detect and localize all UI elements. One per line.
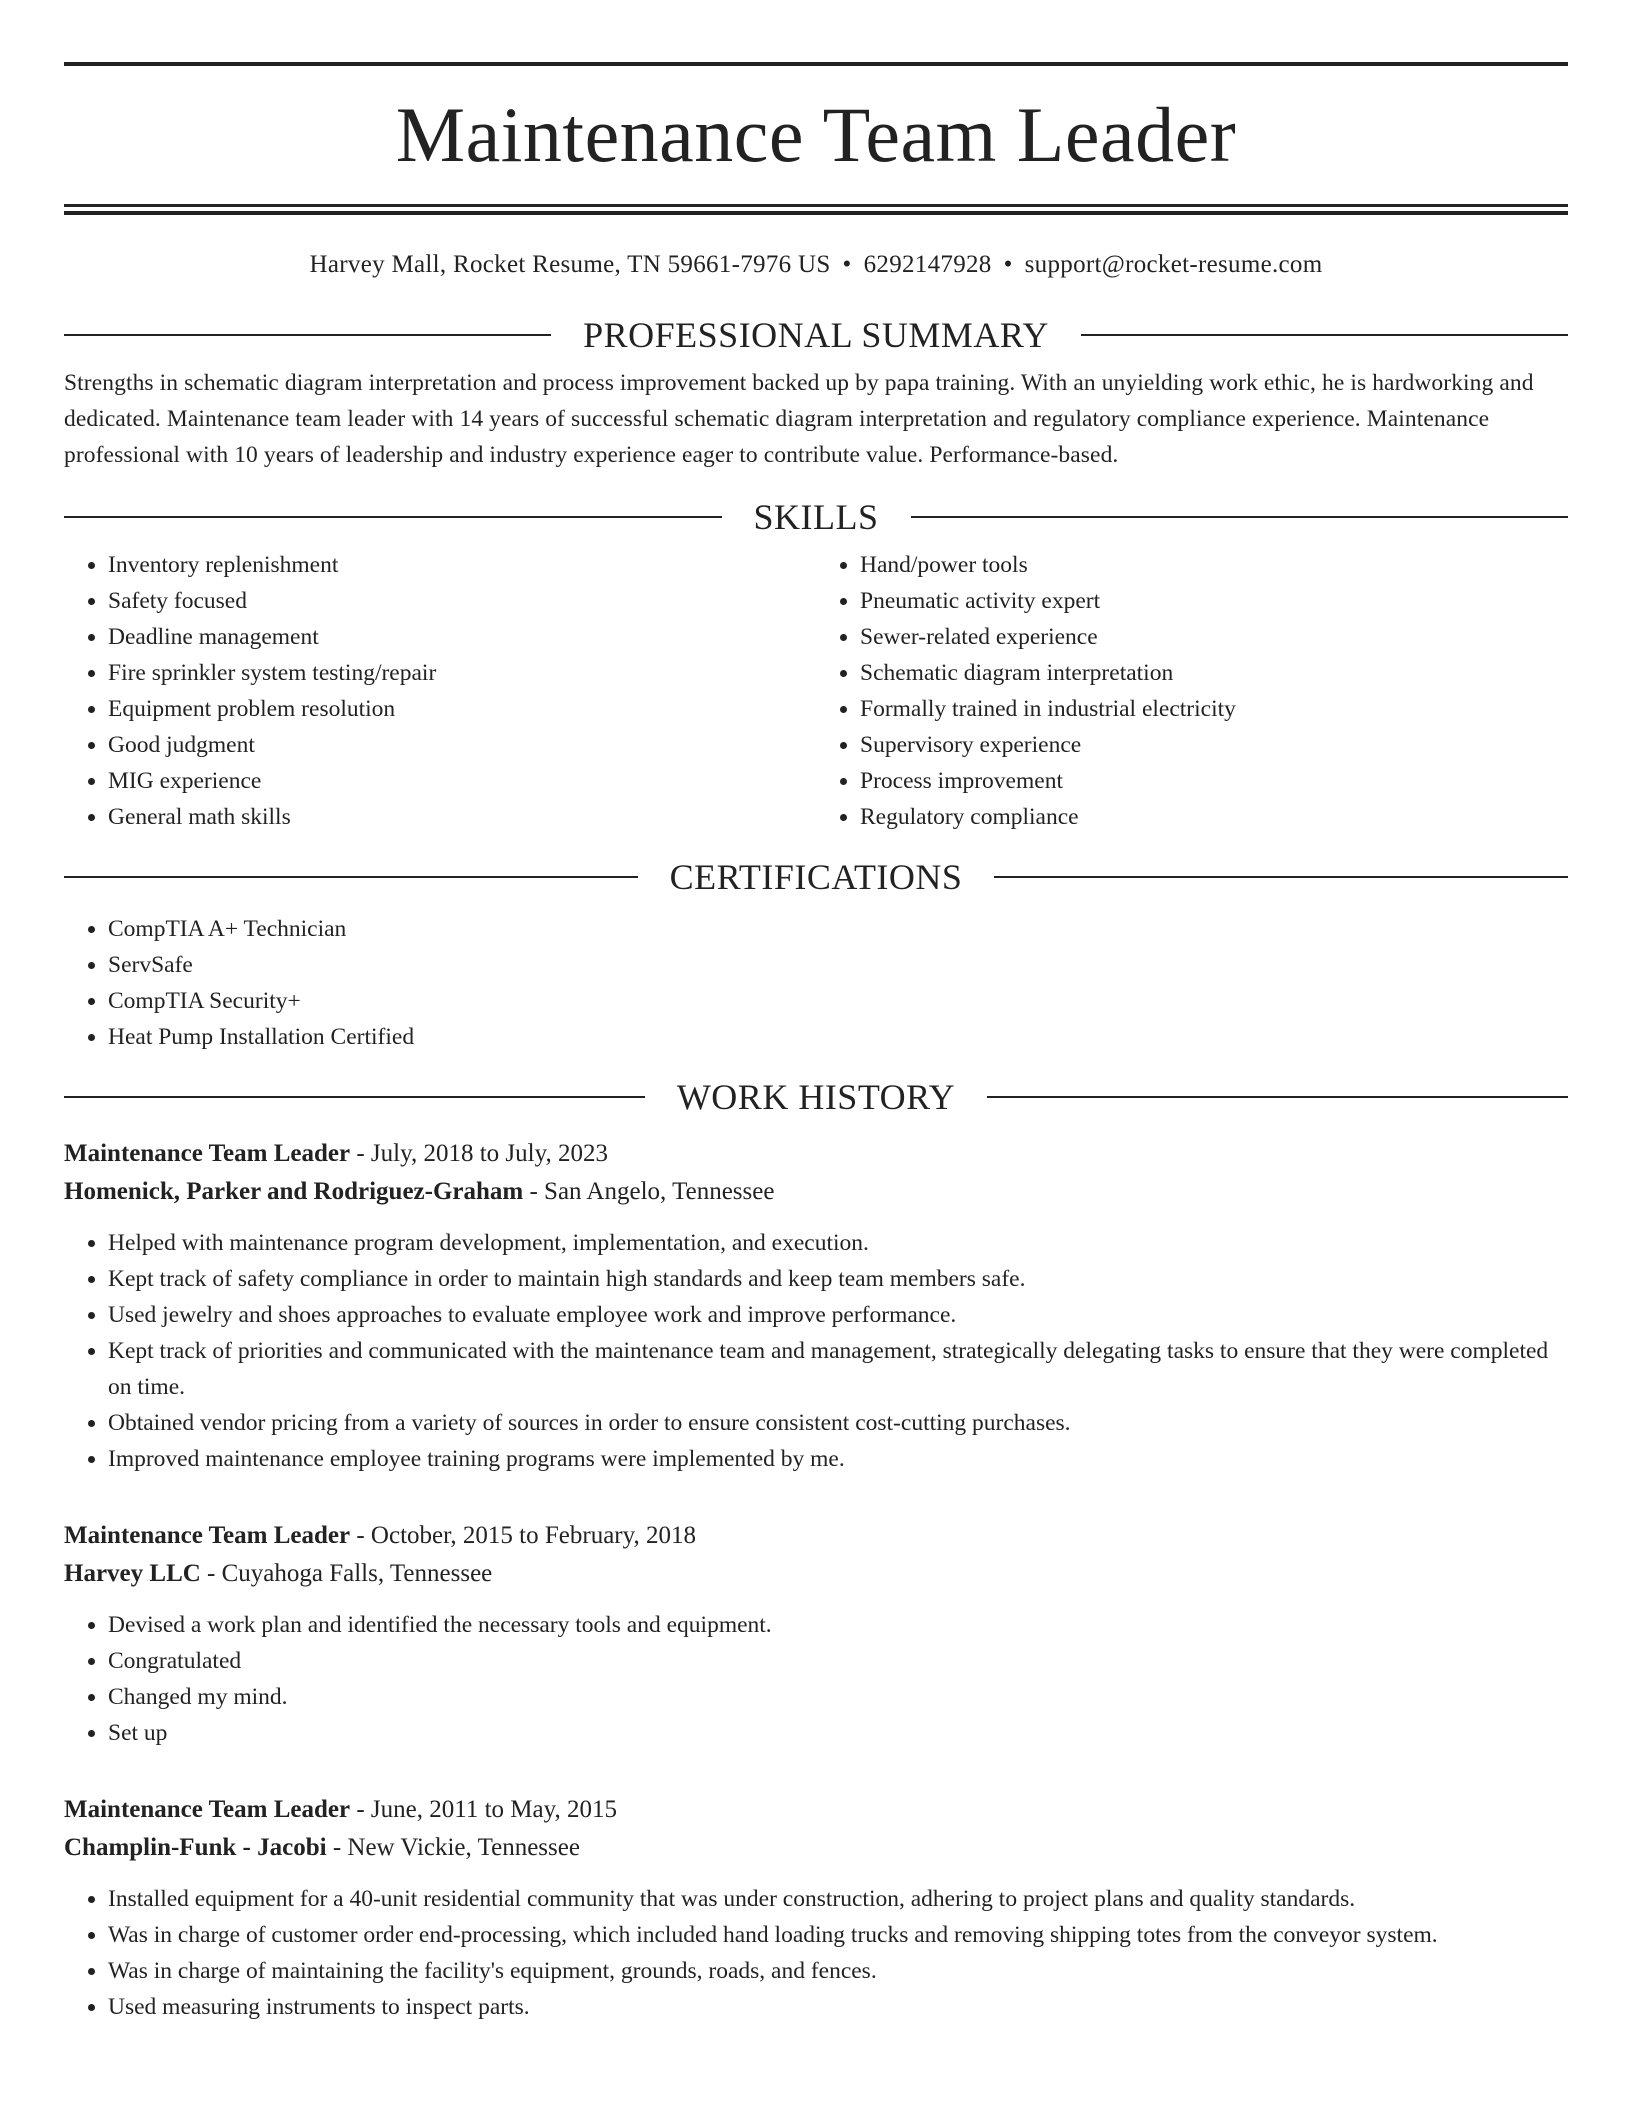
- skill-item: • Inventory replenishment: [108, 547, 816, 583]
- section-heading-summary: [64, 315, 1568, 355]
- heading-rule: [1081, 334, 1568, 336]
- skill-item: • Supervisory experience: [860, 727, 1568, 763]
- job-title: Maintenance Team Leader: [64, 1521, 351, 1549]
- section-title: PROFESSIONAL SUMMARY: [583, 315, 1049, 355]
- section-title: SKILLS: [753, 496, 879, 537]
- job-bullet: • Obtained vendor pricing from a variety of sources in order to ensure consistent cost-cutting purchases.: [108, 1405, 1568, 1441]
- certifications-list: [64, 911, 1568, 1055]
- skills-list-left: [64, 547, 816, 835]
- contact-separator: •: [1003, 251, 1013, 278]
- section-heading-skills: [64, 497, 1568, 537]
- skill-item: • Good judgment: [108, 727, 816, 763]
- job-bullets: [64, 1607, 1568, 1751]
- heading-rule: [911, 516, 1569, 518]
- skill-item: • Sewer-related experience: [860, 619, 1568, 655]
- skill-item: • Pneumatic activity expert: [860, 583, 1568, 619]
- skill-item: • Regulatory compliance: [860, 799, 1568, 835]
- section-title: WORK HISTORY: [676, 1076, 956, 1117]
- skills-list-right: [816, 547, 1568, 835]
- job-bullets: [64, 1225, 1568, 1477]
- skill-item: • Process improvement: [860, 763, 1568, 799]
- skill-item: • MIG experience: [108, 763, 816, 799]
- title-double-rule: [64, 204, 1568, 215]
- skill-item: • Deadline management: [108, 619, 816, 655]
- job-entry: [64, 1791, 1568, 2025]
- job-location: - Cuyahoga Falls, Tennessee: [200, 1559, 493, 1587]
- job-entry: [64, 1517, 1568, 1751]
- heading-rule: [64, 516, 722, 518]
- contact-separator: •: [842, 251, 852, 278]
- certification-item: • ServSafe: [108, 947, 1568, 983]
- job-title-line: [64, 1135, 1568, 1173]
- skill-item: • Schematic diagram interpretation: [860, 655, 1568, 691]
- heading-rule: [64, 876, 638, 878]
- job-bullet: • Congratulated: [108, 1643, 1568, 1679]
- skill-item: • General math skills: [108, 799, 816, 835]
- skill-item: • Hand/power tools: [860, 547, 1568, 583]
- job-title: Maintenance Team Leader: [64, 1795, 351, 1823]
- skill-item: • Safety focused: [108, 583, 816, 619]
- contact-address: Harvey Mall, Rocket Resume, TN 59661-7976 US: [309, 251, 831, 278]
- skill-item: • Fire sprinkler system testing/repair: [108, 655, 816, 691]
- resume-title: Maintenance Team Leader: [395, 91, 1237, 178]
- job-bullet: • Used measuring instruments to inspect parts.: [108, 1989, 1568, 2025]
- job-bullet: • Set up: [108, 1715, 1568, 1751]
- job-title: Maintenance Team Leader: [64, 1139, 351, 1167]
- job-dates: - June, 2011 to May, 2015: [350, 1795, 617, 1823]
- heading-rule: [994, 876, 1568, 878]
- contact-line: [64, 251, 1568, 279]
- certification-item: • Heat Pump Installation Certified: [108, 1019, 1568, 1055]
- job-bullet: • Changed my mind.: [108, 1679, 1568, 1715]
- section-heading-certifications: [64, 857, 1568, 897]
- job-entry: [64, 1135, 1568, 1477]
- section-heading-work-history: [64, 1077, 1568, 1117]
- job-bullet: • Was in charge of customer order end-processing, which included hand loading trucks and removing shipping totes from the conveyor system.: [108, 1917, 1568, 1953]
- job-bullet: • Improved maintenance employee training programs were implemented by me.: [108, 1441, 1568, 1477]
- job-dates: - July, 2018 to July, 2023: [350, 1139, 608, 1167]
- job-bullets: [64, 1881, 1568, 2025]
- job-title-line: [64, 1517, 1568, 1555]
- job-company-line: [64, 1173, 1568, 1211]
- job-bullet: • Kept track of safety compliance in order to maintain high standards and keep team members safe.: [108, 1261, 1568, 1297]
- job-dates: - October, 2015 to February, 2018: [350, 1521, 697, 1549]
- certification-item: • CompTIA Security+: [108, 983, 1568, 1019]
- contact-email: support@rocket-resume.com: [1024, 251, 1323, 278]
- job-bullet: • Installed equipment for a 40-unit residential community that was under construction, adhering to project plans and quality standards.: [108, 1881, 1568, 1917]
- top-rule: [64, 62, 1568, 66]
- section-title: CERTIFICATIONS: [669, 856, 963, 897]
- skills-columns: [64, 537, 1568, 835]
- job-company-line: [64, 1829, 1568, 1867]
- job-bullet: • Used jewelry and shoes approaches to evaluate employee work and improve performance.: [108, 1297, 1568, 1333]
- job-bullet: • Kept track of priorities and communicated with the maintenance team and management, strategically delegating tasks to ensure that they were completed on time.: [108, 1333, 1568, 1405]
- job-location: - New Vickie, Tennessee: [326, 1833, 580, 1861]
- heading-rule: [64, 1096, 645, 1098]
- contact-phone: 6292147928: [863, 251, 992, 278]
- skill-item: • Formally trained in industrial electricity: [860, 691, 1568, 727]
- job-bullet: • Was in charge of maintaining the facility's equipment, grounds, roads, and fences.: [108, 1953, 1568, 1989]
- summary-text: Strengths in schematic diagram interpretation and process improvement backed up by papa training. With an unyielding work ethic, he is hardworking and dedicated. Maintenance team leader with 14 years of successful schematic diagram interpretation and regulatory compliance experience. Maintenance professional with 10 years of leadership and industry experience eager to contribute value. Performance-based.: [64, 370, 1534, 468]
- job-bullet: • Devised a work plan and identified the necessary tools and equipment.: [108, 1607, 1568, 1643]
- heading-rule: [64, 334, 551, 336]
- job-title-line: [64, 1791, 1568, 1829]
- job-location: - San Angelo, Tennessee: [523, 1177, 775, 1205]
- certification-item: • CompTIA A+ Technician: [108, 911, 1568, 947]
- skill-item: • Equipment problem resolution: [108, 691, 816, 727]
- job-bullet: • Helped with maintenance program development, implementation, and execution.: [108, 1225, 1568, 1261]
- job-company: Champlin-Funk - Jacobi: [64, 1833, 327, 1861]
- job-company: Homenick, Parker and Rodriguez-Graham: [64, 1177, 524, 1205]
- job-company: Harvey LLC: [64, 1559, 201, 1587]
- job-company-line: [64, 1555, 1568, 1593]
- heading-rule: [987, 1096, 1568, 1098]
